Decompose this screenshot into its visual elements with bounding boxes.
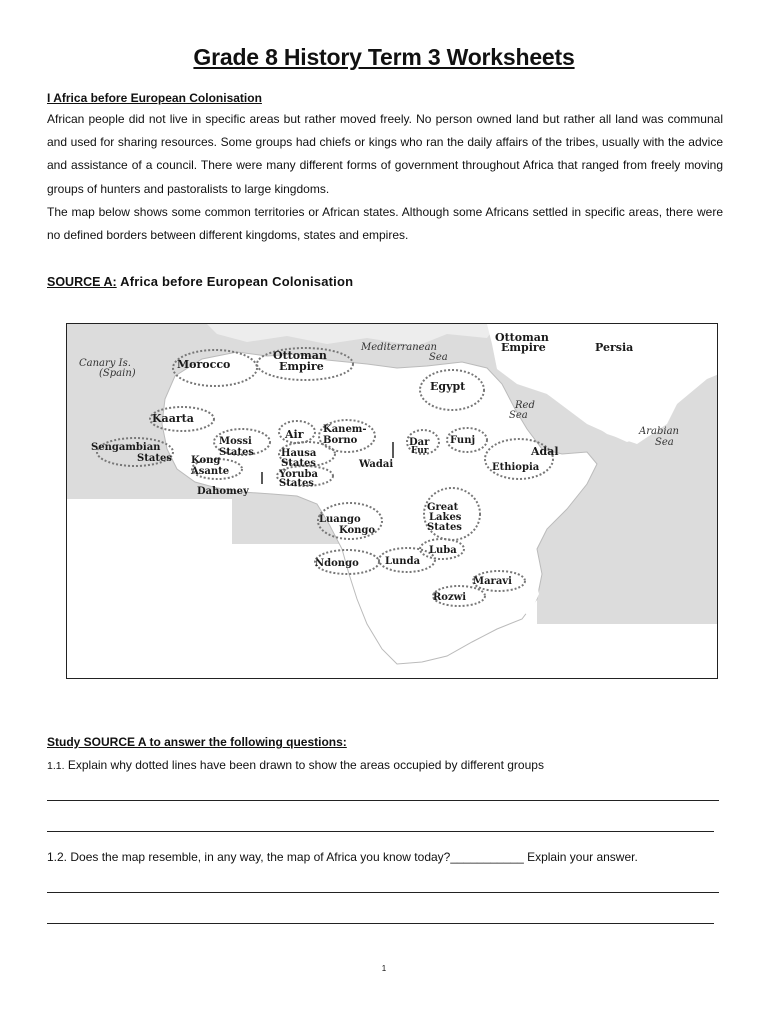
label-mossi-2: States bbox=[219, 447, 254, 458]
label-red-sea-1: Red bbox=[515, 400, 535, 411]
page-number: 1 bbox=[381, 964, 387, 973]
label-hausa-2: States bbox=[281, 458, 316, 469]
africa-map-drawing bbox=[67, 324, 718, 679]
label-egypt: Egypt bbox=[430, 380, 466, 393]
label-rozwi: Rozwi bbox=[433, 592, 467, 603]
label-sengambian-2: States bbox=[137, 453, 172, 464]
question-1-2-number: 1.2. bbox=[47, 850, 68, 864]
label-ethiopia: Ethiopia bbox=[492, 462, 540, 473]
label-luango-2: Kongo bbox=[339, 525, 376, 536]
label-sengambian-1: Sengambian bbox=[91, 442, 161, 453]
label-asante: Asante bbox=[191, 466, 230, 477]
label-great-lakes-1: Great bbox=[427, 502, 459, 513]
label-ottoman-east-2: Empire bbox=[501, 341, 546, 354]
label-luango-1: Luango bbox=[319, 514, 361, 525]
label-dar-fur-2: Fur bbox=[411, 446, 429, 456]
label-spain: (Spain) bbox=[99, 368, 136, 379]
label-mediterranean-1: Mediterranean bbox=[361, 342, 437, 353]
label-great-lakes-3: States bbox=[427, 522, 462, 533]
label-maravi: Maravi bbox=[473, 576, 512, 587]
label-hausa-1: Hausa bbox=[281, 448, 317, 459]
source-a-label: SOURCE A: bbox=[47, 275, 117, 289]
label-kanem-1: Kanem- bbox=[323, 424, 367, 435]
label-arabian-sea-1: Arabian bbox=[639, 426, 679, 437]
question-1-1-number: 1.1. bbox=[47, 760, 65, 772]
label-kanem-2: Borno bbox=[323, 435, 358, 446]
question-1-1 bbox=[47, 758, 544, 772]
answer-line[interactable] bbox=[47, 800, 719, 801]
label-wadai: Wadai bbox=[359, 459, 394, 470]
intro-text bbox=[47, 108, 723, 247]
intro-paragraph-1: African people did not live in specific areas but rather moved freely. No person owned land but rather all land was communal and used for sharing resources. Some groups had chiefs or kings who ran the daily affairs of the tribes, usually with the advice and assistance of a council. There were many different forms of government throughout Africa that ranged from freely moving groups of hunters and pastoralists to large kingdoms. bbox=[47, 112, 723, 196]
label-red-sea-2: Sea bbox=[509, 410, 528, 421]
label-luba: Luba bbox=[429, 545, 457, 556]
worksheet-title: Grade 8 History Term 3 Worksheets bbox=[193, 44, 575, 70]
question-1-1-text: Explain why dotted lines have been drawn to show the areas occupied by different groups bbox=[67, 758, 544, 772]
label-ottoman-west-1: Ottoman bbox=[273, 349, 327, 362]
label-great-lakes-2: Lakes bbox=[429, 512, 462, 523]
label-dahomey: Dahomey bbox=[197, 486, 249, 497]
questions-heading: Study SOURCE A to answer the following questions: bbox=[47, 735, 347, 749]
answer-line[interactable] bbox=[47, 892, 719, 893]
label-ottoman-west-2: Empire bbox=[279, 360, 324, 373]
section-heading: I Africa before European Colonisation bbox=[47, 91, 262, 105]
label-yoruba-2: States bbox=[279, 478, 314, 489]
label-funj: Funj bbox=[450, 435, 476, 446]
label-dar-fur-1: Dar bbox=[409, 437, 430, 448]
label-kaarta: Kaarta bbox=[152, 412, 194, 425]
label-adal: Adal bbox=[531, 445, 559, 458]
label-ottoman-east-1: Ottoman bbox=[495, 331, 549, 344]
source-a-heading bbox=[47, 274, 353, 289]
label-air: Air bbox=[285, 428, 304, 441]
label-yoruba-1: Yoruba bbox=[279, 469, 318, 480]
label-mediterranean-2: Sea bbox=[429, 352, 448, 363]
label-ndongo: Ndongo bbox=[315, 558, 359, 569]
africa-map bbox=[66, 323, 718, 679]
label-persia: Persia bbox=[595, 341, 634, 354]
question-1-2-text: Does the map resemble, in any way, the map of Africa you know today?___________ Explain your answer. bbox=[70, 850, 638, 864]
label-morocco: Morocco bbox=[177, 358, 231, 371]
question-1-2 bbox=[47, 850, 638, 864]
answer-line[interactable] bbox=[47, 831, 714, 832]
label-mossi-1: Mossi bbox=[219, 436, 252, 447]
source-a-title: Africa before European Colonisation bbox=[120, 274, 354, 289]
answer-line[interactable] bbox=[47, 923, 714, 924]
label-canary: Canary Is. bbox=[79, 358, 131, 369]
label-arabian-sea-2: Sea bbox=[655, 437, 674, 448]
label-lunda: Lunda bbox=[385, 556, 421, 567]
intro-paragraph-2: The map below shows some common territories or African states. Although some Africans settled in specific areas, there were no defined borders between different kingdoms, states and empires. bbox=[47, 204, 723, 243]
label-kong: Kong bbox=[191, 455, 221, 466]
